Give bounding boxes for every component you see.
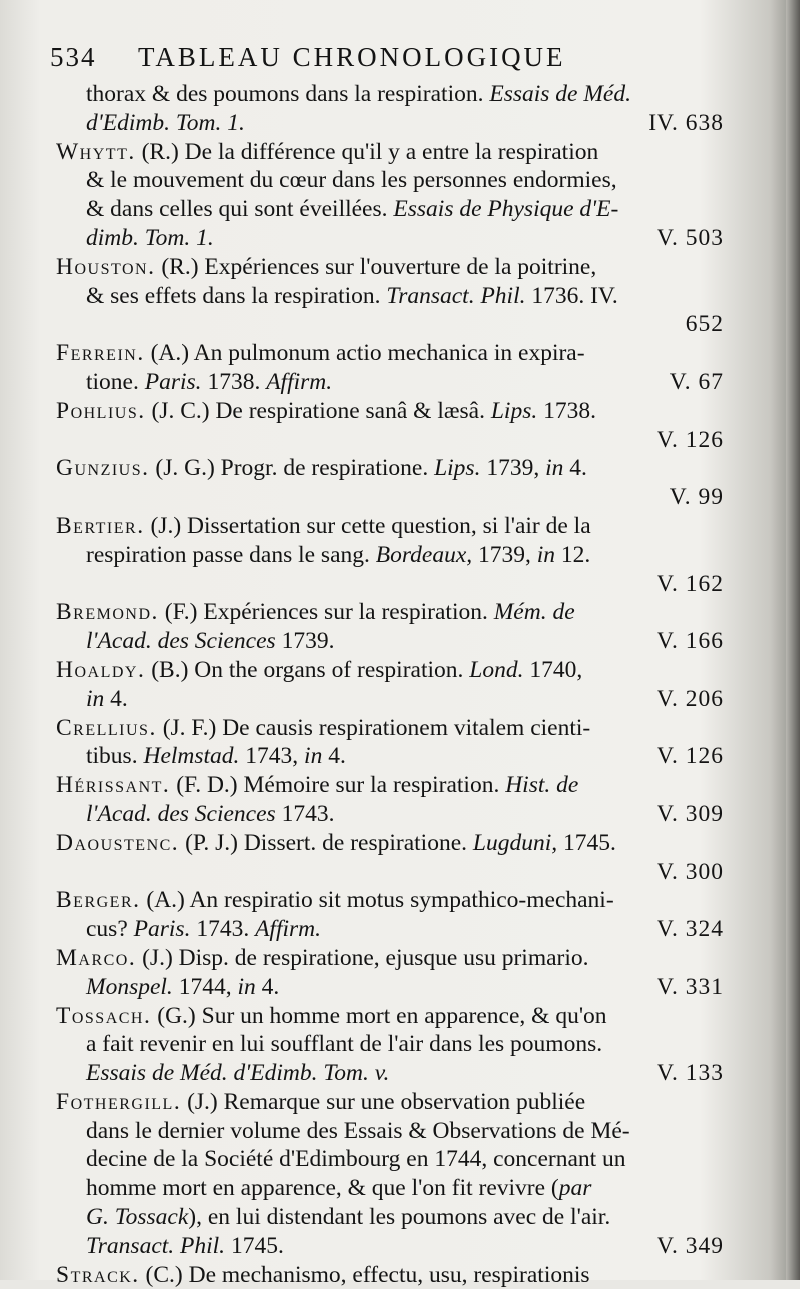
italic-text: in bbox=[545, 455, 564, 482]
entry-line bbox=[56, 1030, 724, 1059]
italic-text: l'Acad. des Sciences bbox=[86, 800, 276, 827]
volume-page-reference: V. 126 bbox=[657, 426, 724, 453]
author-name: Houston. bbox=[56, 253, 156, 280]
page-edge-shadow bbox=[786, 0, 800, 1280]
volume-page-reference: V. 324 bbox=[657, 916, 724, 943]
volume-page-reference: IV. 638 bbox=[648, 109, 724, 136]
italic-text: Hist. de bbox=[505, 772, 579, 799]
entry-line bbox=[56, 944, 724, 973]
entry-text: (J.) Disp. de respiratione, ejusque usu primario. bbox=[136, 944, 589, 971]
author-name: Hoaldy. bbox=[56, 656, 146, 683]
italic-text: Essais de Méd. d'Edimb. Tom. v. bbox=[86, 1060, 390, 1087]
bibliography-entry bbox=[56, 138, 724, 253]
entry-line bbox=[56, 771, 724, 800]
entry-line bbox=[56, 368, 724, 397]
entry-text: 1743. bbox=[275, 800, 335, 827]
entry-line bbox=[56, 800, 724, 829]
entry-text: decine de la Société d'Edimbourg en 1744, concernant un bbox=[86, 1146, 626, 1173]
entry-text: tione. bbox=[86, 368, 145, 395]
entry-text: dans le dernier volume des Essais & Observations de Mé- bbox=[86, 1117, 630, 1144]
italic-text: in bbox=[86, 685, 105, 712]
volume-page-reference: V. 133 bbox=[657, 1060, 724, 1087]
author-name: Berger. bbox=[56, 887, 141, 914]
entry-line bbox=[56, 829, 724, 858]
bibliography-entry bbox=[56, 886, 724, 944]
entry-line bbox=[56, 685, 724, 714]
entry-text: (F.) Expériences sur la respiration. bbox=[158, 599, 494, 626]
bibliography-entry bbox=[56, 454, 724, 512]
bibliography-list bbox=[56, 80, 724, 1289]
italic-text: Transact. Phil. bbox=[86, 1232, 226, 1259]
entry-text: cus? bbox=[86, 916, 134, 943]
entry-line bbox=[56, 1232, 724, 1261]
bibliography-entry bbox=[56, 253, 724, 339]
volume-page-reference: V. 300 bbox=[657, 858, 724, 885]
entry-line bbox=[56, 138, 724, 167]
volume-page-reference: V. 349 bbox=[657, 1232, 724, 1259]
entry-text: 1739, bbox=[480, 455, 546, 482]
volume-page-reference: V. 206 bbox=[657, 685, 724, 712]
entry-line bbox=[56, 858, 724, 887]
italic-text: in bbox=[237, 973, 256, 1000]
bibliography-entry bbox=[56, 397, 724, 455]
running-title: TABLEAU CHRONOLOGIQUE bbox=[138, 42, 566, 72]
bibliography-entry bbox=[56, 598, 724, 656]
entry-line bbox=[56, 1145, 724, 1174]
entry-line bbox=[56, 886, 724, 915]
entry-line bbox=[56, 224, 724, 253]
entry-text: ), en lui distendant les poumons avec de l'air. bbox=[188, 1204, 611, 1231]
entry-text: (B.) On the organs of respiration. bbox=[145, 656, 470, 683]
entry-line bbox=[56, 570, 724, 599]
entry-line bbox=[56, 483, 724, 512]
entry-line bbox=[56, 109, 724, 138]
bibliography-entry bbox=[56, 1261, 724, 1289]
author-name: Daoustenc. bbox=[56, 829, 180, 856]
entry-line bbox=[56, 339, 724, 368]
author-name: Hérissant. bbox=[56, 772, 171, 799]
entry-line bbox=[56, 1088, 724, 1117]
entry-text: 1739, bbox=[472, 541, 537, 568]
entry-text: & le mouvement du cœur dans les personnes endormies, bbox=[86, 167, 617, 194]
page-number: 534 bbox=[50, 42, 97, 72]
entry-line bbox=[56, 1203, 724, 1232]
entry-text: 1738. bbox=[537, 397, 596, 424]
italic-text: d'Edimb. Tom. 1. bbox=[86, 109, 245, 136]
italic-text: Paris. bbox=[144, 368, 202, 395]
italic-text: Mém. de bbox=[493, 599, 575, 626]
author-name: Tossach. bbox=[56, 1002, 152, 1029]
bibliography-entry bbox=[56, 512, 724, 598]
bibliography-entry bbox=[56, 771, 724, 829]
entry-text: (J.) Dissertation sur cette question, si l'air de la bbox=[144, 512, 591, 539]
entry-line bbox=[56, 80, 724, 109]
entry-line bbox=[56, 426, 724, 455]
entry-text: 4. bbox=[563, 455, 587, 482]
entry-line bbox=[56, 310, 724, 339]
entry-line bbox=[56, 253, 724, 282]
author-name: Ferrein. bbox=[56, 340, 145, 367]
entry-text: (J. C.) De respiratione sanâ & læsâ. bbox=[145, 397, 491, 424]
italic-text: l'Acad. des Sciences bbox=[86, 628, 276, 655]
entry-line bbox=[56, 282, 724, 311]
entry-line bbox=[56, 1002, 724, 1031]
author-name: Bremond. bbox=[56, 599, 159, 626]
entry-line bbox=[56, 541, 724, 570]
entry-text: (R.) Expériences sur l'ouverture de la poitrine, bbox=[155, 253, 597, 280]
bibliography-entry bbox=[56, 1088, 724, 1261]
author-name: Whytt. bbox=[56, 138, 136, 165]
italic-text: Bordeaux, bbox=[375, 541, 473, 568]
volume-page-reference: 652 bbox=[685, 311, 724, 338]
volume-page-reference: V. 503 bbox=[657, 224, 724, 251]
entry-text: 1743. bbox=[190, 916, 256, 943]
entry-text: 4. bbox=[322, 743, 346, 770]
italic-text: in bbox=[536, 541, 556, 568]
italic-text: par bbox=[558, 1175, 592, 1202]
italic-text: Essais de Physique d'E- bbox=[393, 196, 619, 223]
italic-text: Affirm. bbox=[255, 916, 322, 943]
entry-line bbox=[56, 656, 724, 685]
entry-line bbox=[56, 627, 724, 656]
entry-text: 1739. bbox=[275, 628, 335, 655]
italic-text: Essais de Méd. bbox=[489, 81, 631, 107]
bibliography-entry bbox=[56, 339, 724, 397]
entry-line bbox=[56, 1117, 724, 1146]
italic-text: in bbox=[304, 743, 323, 770]
bibliography-entry bbox=[56, 829, 724, 887]
volume-page-reference: V. 309 bbox=[657, 800, 724, 827]
bibliography-entry bbox=[56, 714, 724, 772]
entry-line bbox=[56, 742, 724, 771]
page-header bbox=[50, 42, 750, 82]
entry-text: 1744, bbox=[172, 973, 238, 1000]
italic-text: dimb. Tom. 1. bbox=[86, 224, 214, 251]
italic-text: Transact. Phil. bbox=[386, 282, 526, 309]
entry-text: tibus. bbox=[86, 743, 144, 770]
entry-text: 4. bbox=[104, 685, 128, 712]
volume-page-reference: V. 166 bbox=[657, 628, 724, 655]
entry-line bbox=[56, 915, 724, 944]
entry-line bbox=[56, 1174, 724, 1203]
entry-text: 1745. bbox=[557, 829, 616, 856]
entry-text: homme mort en apparence, & que l'on fit revivre ( bbox=[86, 1175, 559, 1202]
entry-line bbox=[56, 1261, 724, 1289]
entry-text: & dans celles qui sont éveillées. bbox=[86, 196, 394, 223]
entry-text: (R.) De la différence qu'il y a entre la respiration bbox=[135, 138, 599, 165]
italic-text: Lips. bbox=[490, 397, 538, 424]
entry-text: (F. D.) Mémoire sur la respiration. bbox=[170, 772, 506, 799]
entry-text: (A.) An respiratio sit motus sympathico-mechani- bbox=[140, 887, 614, 914]
entry-text: 4. bbox=[255, 973, 280, 1000]
entry-text: (G.) Sur un homme mort en apparence, & qu'on bbox=[151, 1002, 607, 1029]
entry-text: (P. J.) Dissert. de respiratione. bbox=[179, 829, 473, 856]
entry-line bbox=[56, 166, 724, 195]
entry-text: & ses effets dans la respiration. bbox=[86, 282, 387, 309]
volume-page-reference: V. 67 bbox=[669, 368, 724, 395]
italic-text: Lond. bbox=[469, 656, 524, 683]
entry-text: 1738. bbox=[201, 368, 267, 395]
author-name: Marco. bbox=[56, 944, 137, 971]
italic-text: Lugduni, bbox=[472, 829, 558, 856]
bibliography-entry bbox=[56, 656, 724, 714]
entry-line bbox=[56, 397, 724, 426]
author-name: Fothergill. bbox=[56, 1088, 182, 1115]
volume-page-reference: V. 331 bbox=[657, 973, 724, 1000]
italic-text: Monspel. bbox=[86, 973, 173, 1000]
italic-text: Paris. bbox=[133, 916, 191, 943]
italic-text: G. Tossack bbox=[86, 1204, 189, 1231]
volume-page-reference: V. 126 bbox=[657, 743, 724, 770]
entry-line bbox=[56, 714, 724, 743]
volume-page-reference: V. 99 bbox=[669, 484, 724, 511]
bibliography-entry bbox=[56, 80, 724, 138]
entry-text: 1736. IV. bbox=[525, 282, 618, 309]
entry-line bbox=[56, 973, 724, 1002]
italic-text: Lips. bbox=[434, 455, 481, 482]
bibliography-entry bbox=[56, 1002, 724, 1088]
entry-text: a fait revenir en lui soufflant de l'air dans les poumons. bbox=[86, 1031, 603, 1058]
entry-text: (A.) An pulmonum actio mechanica in expira- bbox=[144, 340, 585, 367]
entry-line bbox=[56, 598, 724, 627]
entry-line bbox=[56, 1059, 724, 1088]
author-name: Bertier. bbox=[56, 512, 145, 539]
entry-text: (C.) De mechanismo, effectu, usu, respirationis bbox=[139, 1261, 590, 1288]
entry-text: (J. F.) De causis respirationem vitalem cienti- bbox=[156, 714, 591, 741]
volume-page-reference: V. 162 bbox=[657, 570, 724, 597]
entry-text: 1745. bbox=[225, 1232, 284, 1259]
entry-line bbox=[56, 454, 724, 483]
entry-text: (J. G.) Progr. de respiratione. bbox=[149, 455, 435, 482]
entry-text: 1740, bbox=[523, 656, 583, 683]
italic-text: Helmstad. bbox=[143, 743, 240, 770]
entry-line bbox=[56, 195, 724, 224]
entry-text: 12. bbox=[555, 541, 591, 568]
author-name: Gunzius. bbox=[56, 455, 150, 482]
author-name: Strack. bbox=[56, 1261, 140, 1288]
entry-line bbox=[56, 512, 724, 541]
author-name: Crellius. bbox=[56, 714, 157, 741]
author-name: Pohlius. bbox=[56, 397, 146, 424]
entry-text: (J.) Remarque sur une observation publiée bbox=[181, 1088, 586, 1115]
italic-text: Affirm. bbox=[266, 368, 333, 395]
entry-text: 1743, bbox=[239, 743, 305, 770]
bibliography-entry bbox=[56, 944, 724, 1002]
entry-text: respiration passe dans le sang. bbox=[86, 541, 376, 568]
entry-text: thorax & des poumons dans la respiration. bbox=[86, 81, 490, 107]
